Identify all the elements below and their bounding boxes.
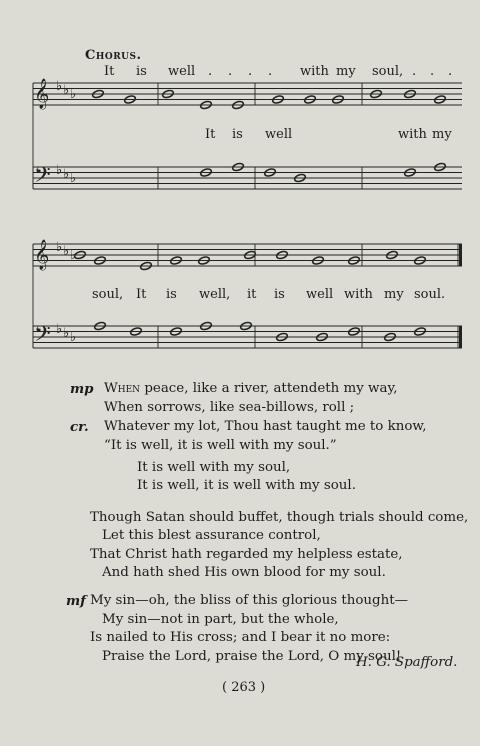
top-lyric-word: . — [208, 64, 213, 79]
flat-sign: ♭ — [63, 244, 70, 259]
chorus-label: Chorus. — [85, 48, 142, 63]
treble-clef: 𝄞 — [34, 79, 50, 109]
top-lyric-word: is — [136, 64, 147, 79]
second-lyric-word: It — [136, 287, 147, 302]
top-lyric-word: with — [300, 64, 329, 79]
flat-sign: ♭ — [70, 248, 77, 263]
bass-clef: 𝄢 — [34, 163, 51, 193]
second-lyric-word: well — [306, 287, 334, 302]
stanza-line: Though Satan should buffet, though trials should come, — [90, 510, 469, 525]
second-lyric-word: soul, — [92, 287, 124, 302]
second-lyric-word: my — [384, 287, 404, 302]
stanza-line: Is nailed to His cross; and I bear it no more: — [90, 630, 391, 645]
dynamic-marking: cr. — [70, 419, 89, 435]
second-lyric-word: is — [166, 287, 177, 302]
top-lyric-word: . — [268, 64, 273, 79]
bass-clef: 𝄢 — [34, 322, 51, 352]
top-lyric-word: . — [412, 64, 417, 79]
flat-sign: ♭ — [56, 240, 63, 255]
flat-sign: ♭ — [70, 330, 77, 345]
final-thick-barline — [459, 244, 462, 266]
stanza-line: Praise the Lord, praise the Lord, O my soul! — [102, 649, 402, 664]
stanza-line: Whatever my lot, Thou hast taught me to know, — [104, 419, 427, 434]
final-thick-barline — [459, 326, 462, 348]
flat-sign: ♭ — [70, 87, 77, 102]
flat-sign: ♭ — [56, 163, 63, 178]
page-number: ( 263 ) — [222, 680, 266, 695]
music-score — [0, 0, 480, 370]
dynamic-marking: mp — [70, 381, 94, 397]
flat-sign: ♭ — [63, 326, 70, 341]
stanza-line: It is well with my soul, — [137, 460, 291, 475]
stanza-line: Let this blest assurance control, — [102, 528, 321, 543]
top-lyric-word: . — [248, 64, 253, 79]
stanza-line: My sin—oh, the bliss of this glorious thought— — [90, 593, 408, 608]
mid-lyric-word: my — [432, 127, 452, 142]
top-lyric-word: soul, — [372, 64, 404, 79]
flat-sign: ♭ — [56, 322, 63, 337]
top-lyric-word: . — [448, 64, 453, 79]
mid-lyric-word: It — [205, 127, 216, 142]
flat-sign: ♭ — [56, 79, 63, 94]
stanza-line: It is well, it is well with my soul. — [137, 478, 356, 493]
stanza-line: That Christ hath regarded my helpless estate, — [90, 547, 403, 562]
second-lyric-word: it — [247, 287, 257, 302]
mid-lyric-word: well — [265, 127, 293, 142]
stanza-line: “It is well, it is well with my soul.” — [104, 438, 337, 453]
top-lyric-word: well — [168, 64, 196, 79]
top-lyric-word: It — [104, 64, 115, 79]
second-lyric-word: soul. — [414, 287, 446, 302]
second-lyric-word: with — [344, 287, 373, 302]
stanza-line: When peace, like a river, attendeth my way, — [104, 381, 398, 396]
top-lyric-word: . — [430, 64, 435, 79]
author-credit: H. G. Spafford. — [356, 655, 458, 670]
flat-sign: ♭ — [70, 171, 77, 186]
flat-sign: ♭ — [63, 83, 70, 98]
top-lyric-word: . — [228, 64, 233, 79]
dynamic-marking: mf — [66, 593, 86, 609]
second-lyric-word: is — [274, 287, 285, 302]
treble-clef: 𝄞 — [34, 240, 50, 270]
stanza-line: And hath shed His own blood for my soul. — [102, 565, 386, 580]
stanza-line: When sorrows, like sea-billows, roll ; — [104, 400, 355, 415]
mid-lyric-word: is — [232, 127, 243, 142]
top-lyric-word: my — [336, 64, 356, 79]
stanza-first-word: When — [104, 381, 141, 396]
stanza-line: My sin—not in part, but the whole, — [102, 612, 339, 627]
mid-lyric-word: with — [398, 127, 427, 142]
flat-sign: ♭ — [63, 167, 70, 182]
second-lyric-word: well, — [199, 287, 231, 302]
